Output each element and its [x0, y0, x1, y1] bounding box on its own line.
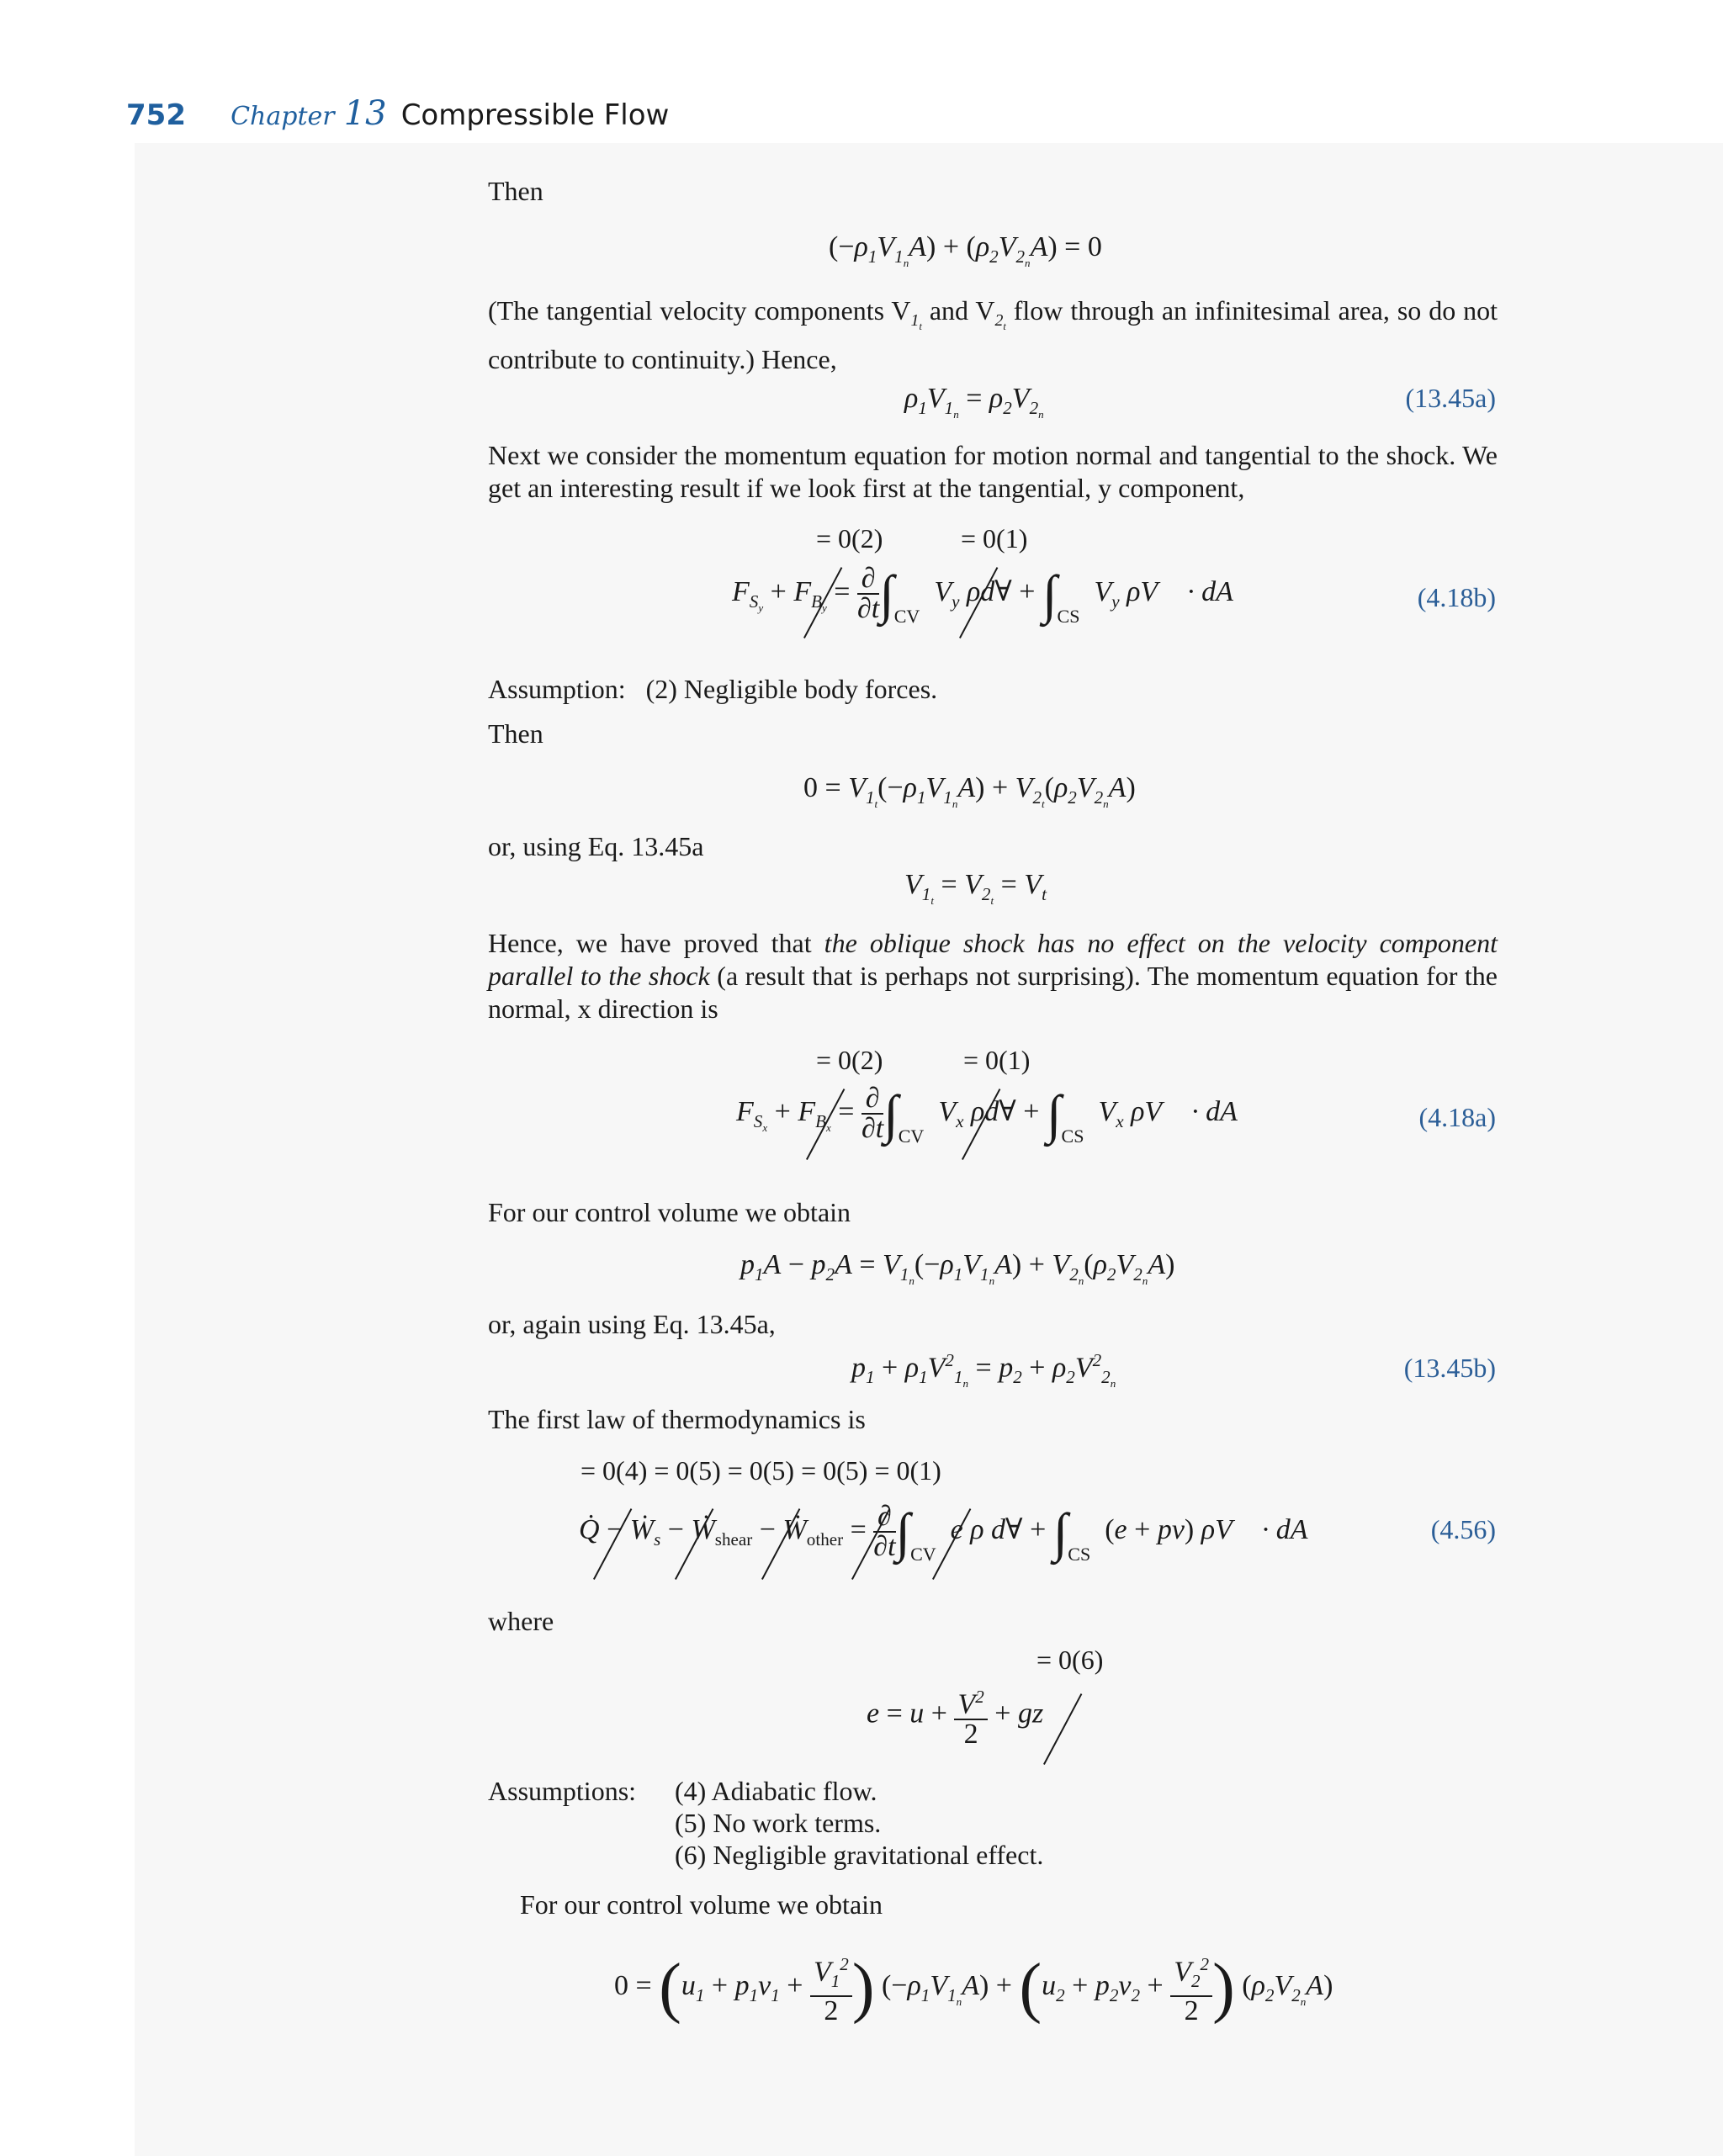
equation-number-4-18b: (4.18b): [1417, 582, 1496, 612]
equation-number-13-45b: (13.45b): [1403, 1353, 1496, 1383]
annotation-energy-zeros: = 0(4) = 0(5) = 0(5) = 0(5) = 0(1): [581, 1455, 941, 1486]
equation-energy-cv: $0 = (u_1 + p_1v_1$ + $\frac{V_1^2}{2}$ ) $(-\rho_1V_{1_n}A) + (u_2 + p_2v_2$ + $\frac{V_2^2}{2}$ ) $(\rho_2V_{2_n}A)$: [614, 1951, 1333, 2027]
paragraph-or-using: or, using Eq. 13.45a: [488, 831, 704, 861]
assumption-4: (4) Adiabatic flow.: [675, 1776, 877, 1806]
equation-continuity: $(-\rho_1V_{1_n}A) + (\rho_2V_{2_n}A) = 0$: [829, 231, 1102, 269]
chapter-title: Compressible Flow: [400, 98, 670, 132]
paragraph-then-2: Then: [488, 718, 543, 749]
page-number: 752: [126, 98, 186, 132]
assumption-6: (6) Negligible gravitational effect.: [675, 1840, 1044, 1870]
annotation-zero2-a: = 0(2): [816, 523, 883, 554]
annotation-zero2-b: = 0(2): [816, 1045, 883, 1075]
equation-number-4-56: (4.56): [1430, 1514, 1496, 1544]
chapter-word: Chapter: [231, 102, 335, 131]
equation-tangential-momentum: $0 = V_{1_t}(-\rho_1V_{1_n}A) + V_{2_t}(\rho_2V_{2_n}A)$: [803, 772, 1136, 810]
paragraph-assumption: Assumption: (2) Negligible body forces.: [488, 674, 938, 704]
equation-13-45b: $p_1 + \rho_1V^2_{1_n} = p_2 + \rho_2V^2_{2_n}$: [851, 1350, 1116, 1391]
running-header: [126, 94, 669, 133]
equation-number-4-18a: (4.18a): [1418, 1102, 1496, 1132]
paragraph-or-again: or, again using Eq. 13.45a,: [488, 1309, 776, 1339]
equation-normal-momentum: $p_1A - p_2A = V_{1_n}(-\rho_1V_{1_n}A) + V_{2_n}(\rho_2V_{2_n}A)$: [740, 1249, 1175, 1287]
chapter-number: 13: [343, 94, 387, 133]
paragraph-for-cv-2: For our control volume we obtain: [520, 1889, 883, 1920]
assumption-5: (5) No work terms.: [675, 1808, 882, 1838]
annotation-zero6: = 0(6): [1036, 1645, 1104, 1675]
paragraph-for-cv-1: For our control volume we obtain: [488, 1197, 851, 1227]
equation-tangential-equal: $V_{1_t} = V_{2_t} = V_t$: [904, 869, 1047, 907]
paragraph-then: Then: [488, 176, 543, 206]
paragraph-tangential: (The tangential velocity components $V_{1_t}$ and $V_{2_t}$ flow through an infinitesimal area, so do not contribute to continuity.) Hence,: [488, 295, 1498, 375]
equation-number-13-45a: (13.45a): [1405, 383, 1496, 413]
equation-4-18b: $F_{S_y} + F_{B_y}$ = $\frac{\partial}{\partial t}$ $\int_{CV}$ $V_y$ ρd∀ + $\int_{CS}$ $V_y$ ρV⃗ · dA⃗: [732, 563, 1256, 627]
equation-4-56: Q̇ − Ẇ$_s$ − Ẇ$_{shear}$ − Ẇ$_{other}$ = $\frac{\partial}{\partial t}$ $\int_{CV}$ e ρ d∀ + $\int_{CS}$ (e + pv) ρV⃗ · dA⃗: [579, 1501, 1330, 1565]
annotation-zero1-b: = 0(1): [963, 1045, 1031, 1075]
paragraph-first-law: The first law of thermodynamics is: [488, 1404, 866, 1434]
paragraph-hence-proved: Hence, we have proved that the oblique shock has no effect on the velocity component parallel to the shock (a result that is perhaps not surprising). The momentum equation for the normal, x direction is: [488, 928, 1498, 1024]
equation-13-45a: $\rho_1V_{1_n} = \rho_2V_{2_n}$: [904, 383, 1044, 421]
paragraph-where: where: [488, 1606, 554, 1636]
annotation-zero1-a: = 0(1): [961, 523, 1028, 554]
equation-energy-e: e = u + $\frac{V^2}{2}$ + gz: [867, 1682, 1043, 1749]
equation-4-18a: $F_{S_x} + F_{B_x}$ = $\frac{\partial}{\partial t}$ $\int_{CV}$ $V_x$ ρd∀ + $\int_{CS}$ $V_x$ ρV⃗ · dA⃗: [736, 1083, 1260, 1147]
label-assumptions: Assumptions:: [488, 1776, 637, 1806]
paragraph-next-momentum: Next we consider the momentum equation for motion normal and tangential to the shock. We get an interesting result if we look first at the tangential, y component,: [488, 440, 1498, 503]
